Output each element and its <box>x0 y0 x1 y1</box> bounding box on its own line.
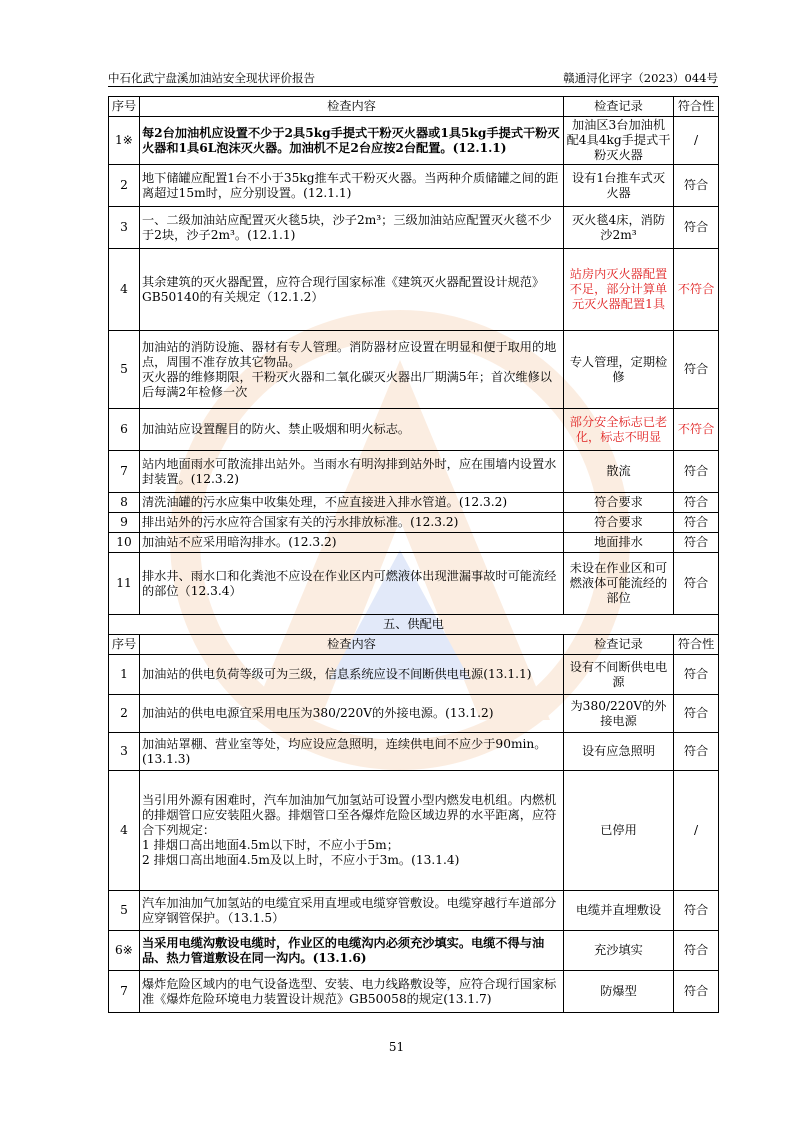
row-record: 电缆并直埋敷设 <box>564 891 674 931</box>
content-line: 其余建筑的灭火器配置，应符合现行国家标准《建筑灭火器配置设计规范》GB50140的有关规定（12.1.2） <box>142 274 545 304</box>
row-number: 4 <box>109 771 140 891</box>
row-content <box>140 331 564 409</box>
table-row <box>109 409 719 451</box>
no-header: 序号 <box>109 635 140 655</box>
content-line: 1 排烟口高出地面4.5m以下时，不应小于5m； <box>142 838 399 852</box>
row-result: 符合 <box>674 695 719 733</box>
content-line: 加油站应设置醒目的防火、禁止吸烟和明火标志。 <box>142 422 411 436</box>
row-number: 6※ <box>109 931 140 971</box>
table-row <box>109 655 719 695</box>
row-result: 符合 <box>674 931 719 971</box>
no-header: 序号 <box>109 97 140 117</box>
row-record: 设有不间断供电电源 <box>564 655 674 695</box>
row-number: 7 <box>109 971 140 1013</box>
row-content <box>140 931 564 971</box>
table-row <box>109 891 719 931</box>
row-number: 2 <box>109 165 140 207</box>
row-content <box>140 117 564 165</box>
row-record: 符合要求 <box>564 513 674 533</box>
table-row <box>109 513 719 533</box>
inspection-table <box>108 96 719 1013</box>
row-record: 已停用 <box>564 771 674 891</box>
row-record: 为380/220V的外接电源 <box>564 695 674 733</box>
content-line: 汽车加油加气加氢站的电缆宜采用直埋或电缆穿管敷设。电缆穿越行车道部分应穿钢管保护。（13.1.5） <box>142 895 557 925</box>
row-result: 符合 <box>674 655 719 695</box>
content-line: 加油站的供电负荷等级可为三级，信息系统应设不间断供电电源(13.1.1) <box>142 667 532 681</box>
table-row <box>109 931 719 971</box>
row-number: 6 <box>109 409 140 451</box>
row-result: 不符合 <box>674 409 719 451</box>
table-row <box>109 533 719 553</box>
row-number: 8 <box>109 493 140 513</box>
row-number: 11 <box>109 553 140 615</box>
table-row <box>109 331 719 409</box>
row-result: 符合 <box>674 513 719 533</box>
content-line: 加油站的供电电源宜采用电压为380/220V的外接电源。(13.1.2) <box>142 706 494 720</box>
row-record: 未设在作业区和可燃液体可能流经的部位 <box>564 553 674 615</box>
table-row <box>109 207 719 249</box>
table-row <box>109 117 719 165</box>
table-row <box>109 165 719 207</box>
row-number: 3 <box>109 207 140 249</box>
page-number: 51 <box>388 1040 405 1054</box>
row-record: 设有应急照明 <box>564 733 674 771</box>
row-record: 地面排水 <box>564 533 674 553</box>
row-number: 5 <box>109 331 140 409</box>
row-result: 符合 <box>674 971 719 1013</box>
table-row <box>109 553 719 615</box>
row-record: 加油区3台加油机配4具4kg手提式干粉灭火器 <box>564 117 674 165</box>
row-record: 防爆型 <box>564 971 674 1013</box>
row-content <box>140 733 564 771</box>
content-line: 加油站的消防设施、器材有专人管理。消防器材应设置在明显和便于取用的地点，周围不准存放其它物品。 <box>142 339 557 369</box>
table-header-row <box>109 635 719 655</box>
row-result: 符合 <box>674 733 719 771</box>
table-row <box>109 249 719 331</box>
row-result: / <box>674 771 719 891</box>
table-row <box>109 493 719 513</box>
row-result: 不符合 <box>674 249 719 331</box>
row-number: 9 <box>109 513 140 533</box>
content-line: 地下储罐应配置1台不小于35kg推车式干粉灭火器。当两种介质储罐之间的距离超过15m时，应分别设置。(12.1.1) <box>142 170 559 200</box>
result-header: 符合性 <box>674 635 719 655</box>
row-number: 3 <box>109 733 140 771</box>
result-header: 符合性 <box>674 97 719 117</box>
row-result: 符合 <box>674 533 719 553</box>
header-report-title: 中石化武宁盘溪加油站安全现状评价报告 <box>108 71 315 85</box>
row-number: 7 <box>109 451 140 493</box>
row-result: / <box>674 117 719 165</box>
row-record: 站房内灭火器配置不足，部分计算单元灭火器配置1具 <box>564 249 674 331</box>
row-record: 设有1台推车式灭火器 <box>564 165 674 207</box>
row-content <box>140 249 564 331</box>
row-result: 符合 <box>674 553 719 615</box>
content-header: 检查内容 <box>140 97 564 117</box>
content-line: 每2台加油机应设置不少于2具5kg手提式干粉灭火器或1具5kg手提式干粉灭火器和1具6L泡沫灭火器。加油机不足2台应按2台配置。(12.1.1) <box>142 125 560 155</box>
row-number: 1※ <box>109 117 140 165</box>
content-line: 站内地面雨水可散流排出站外。当雨水有明沟排到站外时，应在围墙内设置水封装置。(12.3.2) <box>142 456 557 486</box>
record-header: 检查记录 <box>564 97 674 117</box>
table-row <box>109 971 719 1013</box>
row-result: 符合 <box>674 451 719 493</box>
row-number: 5 <box>109 891 140 931</box>
row-number: 10 <box>109 533 140 553</box>
section-title: 五、供配电 <box>109 615 719 635</box>
row-result: 符合 <box>674 331 719 409</box>
row-content <box>140 165 564 207</box>
row-content <box>140 655 564 695</box>
row-content <box>140 971 564 1013</box>
row-content <box>140 771 564 891</box>
table-row <box>109 771 719 891</box>
row-content <box>140 207 564 249</box>
record-header: 检查记录 <box>564 635 674 655</box>
row-result: 符合 <box>674 165 719 207</box>
table-row <box>109 733 719 771</box>
row-number: 4 <box>109 249 140 331</box>
row-content <box>140 451 564 493</box>
page-header <box>108 70 718 87</box>
row-content <box>140 695 564 733</box>
content-line: 加油站罩棚、营业室等处，均应设应急照明，连续供电间不应少于90min。(13.1.3) <box>142 736 547 766</box>
content-header: 检查内容 <box>140 635 564 655</box>
row-number: 2 <box>109 695 140 733</box>
content-line: 2 排烟口高出地面4.5m及以上时，不应小于3m。(13.1.4) <box>142 853 460 867</box>
content-line: 排出站外的污水应符合国家有关的污水排放标准。(12.3.2) <box>142 515 459 529</box>
content-line: 当采用电缆沟敷设电缆时，作业区的电缆沟内必须充沙填实。电缆不得与油品、热力管道敷设在同一沟内。(13.1.6) <box>142 935 545 965</box>
row-record: 专人管理，定期检修 <box>564 331 674 409</box>
row-content <box>140 553 564 615</box>
content-line: 当引用外源有困难时，汽车加油加气加氢站可设置小型内燃发电机组。内燃机的排烟管口应安装阻火器。排烟管口至各爆炸危险区域边界的水平距离，应符合下列规定： <box>142 793 557 837</box>
content-line: 一、二级加油站应配置灭火毯5块，沙子2m³；三级加油站应配置灭火毯不少于2块，沙子2m³。(12.1.1) <box>142 212 552 242</box>
row-record: 散流 <box>564 451 674 493</box>
row-record: 符合要求 <box>564 493 674 513</box>
content-line: 灭火器的维修期限，干粉灭火器和二氧化碳灭火器出厂期满5年；首次维修以后每满2年检修一次 <box>142 369 552 399</box>
row-result: 符合 <box>674 207 719 249</box>
row-content <box>140 409 564 451</box>
row-content <box>140 533 564 553</box>
row-result: 符合 <box>674 891 719 931</box>
row-record: 灭火毯4床，消防沙2m³ <box>564 207 674 249</box>
content-line: 爆炸危险区域内的电气设备选型、安装、电力线路敷设等，应符合现行国家标准《爆炸危险环境电力装置设计规范》GB50058的规定(13.1.7) <box>142 976 557 1006</box>
row-content <box>140 513 564 533</box>
row-content <box>140 493 564 513</box>
table-row <box>109 451 719 493</box>
header-report-number: 赣通浔化评字（2023）044号 <box>563 71 718 85</box>
content-line: 加油站不应采用暗沟排水。(12.3.2) <box>142 535 337 549</box>
row-content <box>140 891 564 931</box>
table-row <box>109 695 719 733</box>
content-line: 排水井、雨水口和化粪池不应设在作业区内可燃液体出现泄漏事故时可能流经的部位（12.3.4） <box>142 568 557 598</box>
row-record: 充沙填实 <box>564 931 674 971</box>
section-row <box>109 615 719 635</box>
table-header-row <box>109 97 719 117</box>
row-result: 符合 <box>674 493 719 513</box>
row-number: 1 <box>109 655 140 695</box>
content-line: 清洗油罐的污水应集中收集处理，不应直接进入排水管道。(12.3.2) <box>142 495 508 509</box>
row-record: 部分安全标志已老化，标志不明显 <box>564 409 674 451</box>
